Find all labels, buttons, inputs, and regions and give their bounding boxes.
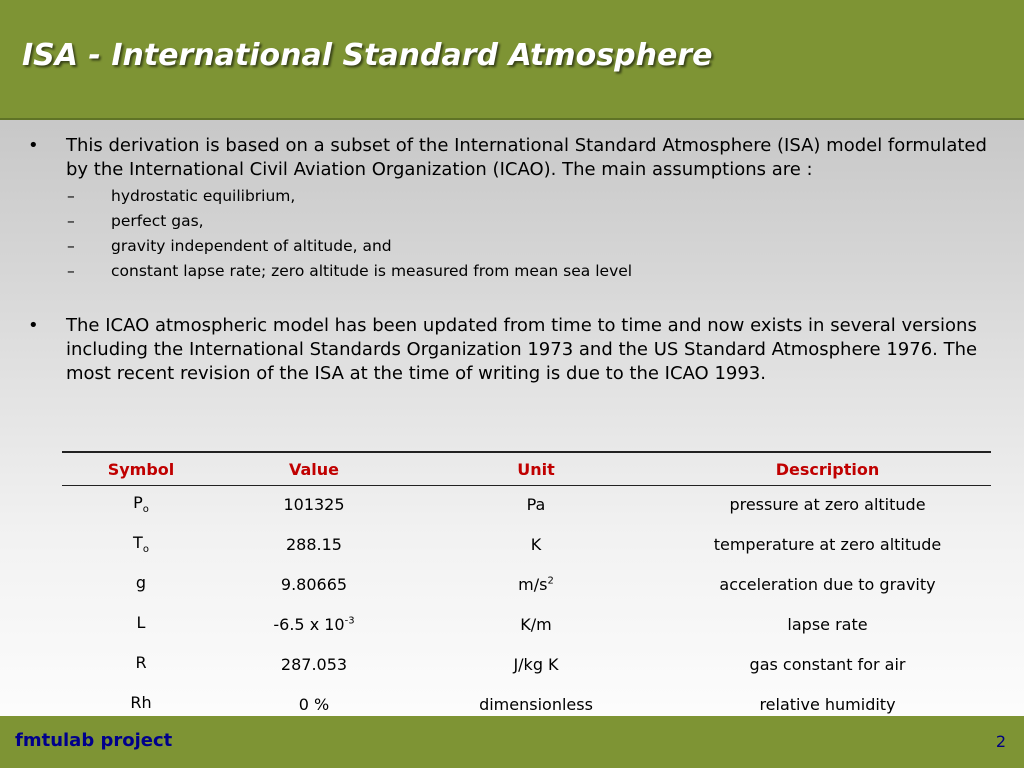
unit-cell: dimensionless (408, 686, 664, 727)
table-row (62, 566, 991, 606)
symbol-cell: R (135, 652, 147, 672)
unit-cell: K (530, 534, 542, 554)
unit-cell: K/m (520, 614, 552, 634)
project-name: fmtulab project (15, 730, 173, 751)
column-header-symbol: Symbol (62, 452, 220, 486)
description-cell: pressure at zero altitude (729, 494, 926, 514)
table-row (62, 606, 991, 646)
footer-bar (0, 716, 1024, 768)
value-cell: -6.5 x $10^{-3}$ (273, 614, 355, 634)
value-cell: 101325 (283, 494, 345, 514)
sub-bullet-item: – perfect gas, (66, 209, 996, 234)
value-cell: 0 % (220, 686, 408, 727)
symbol-cell: L (136, 612, 146, 632)
value-cell: 287.053 (280, 654, 348, 674)
slide-content (28, 134, 996, 386)
sub-bullet-text: perfect gas, (111, 212, 204, 230)
bullet-item (28, 134, 996, 284)
table-header-row (62, 452, 991, 486)
table-row (62, 526, 991, 566)
title-bar (0, 0, 1024, 120)
table-row (62, 486, 991, 527)
sub-bullet-text: gravity independent of altitude, and (111, 237, 392, 255)
table-row (62, 646, 991, 686)
description-cell: relative humidity (664, 686, 991, 727)
bullet-dot: • (28, 315, 39, 336)
slide-title: ISA - International Standard Atmosphere (22, 38, 713, 73)
bullet-text: The ICAO atmospheric model has been updated from time to time and now exists in several versions including the International Standards Organization 1973 and the US Standard Atmosphere 1976. The most recent revision of the ISA at the time of writing is due to the ICAO 1993. (66, 315, 978, 384)
sub-bullet-item: – hydrostatic equilibrium, (66, 184, 996, 209)
page-number: 2 (995, 732, 1006, 751)
column-header-description: Description (664, 452, 991, 486)
isa-parameters-table (62, 451, 991, 728)
column-header-unit: Unit (408, 452, 664, 486)
sub-bullet-list (66, 184, 996, 284)
sub-bullet-item: – gravity independent of altitude, and (66, 234, 996, 259)
sub-bullet-text: hydrostatic equilibrium, (111, 187, 296, 205)
unit-cell: $m/s^2$ (518, 574, 554, 594)
description-cell: temperature at zero altitude (713, 534, 942, 554)
value-cell: 9.80665 (280, 574, 348, 594)
unit-cell: Pa (526, 494, 546, 514)
bullet-dot: • (28, 135, 39, 156)
symbol-cell: g (135, 572, 147, 592)
symbol-cell: $T_o$ (133, 532, 149, 556)
unit-cell: J/kg K (513, 654, 559, 674)
column-header-value: Value (220, 452, 408, 486)
description-cell: acceleration due to gravity (719, 574, 936, 594)
symbol-cell: Rh (62, 686, 220, 727)
sub-bullet-item: – constant lapse rate; zero altitude is measured from mean sea level (66, 259, 996, 284)
description-cell: lapse rate (787, 614, 868, 634)
bullet-item (28, 314, 996, 386)
bullet-text: This derivation is based on a subset of the International Standard Atmosphere (ISA) model formulated by the International Civil Aviation Organization (ICAO). The main assumptions are : (66, 135, 987, 180)
symbol-cell: $P_o$ (133, 492, 149, 516)
description-cell: gas constant for air (749, 654, 906, 674)
value-cell: 288.15 (286, 534, 342, 554)
sub-bullet-text: constant lapse rate; zero altitude is measured from mean sea level (111, 262, 633, 280)
